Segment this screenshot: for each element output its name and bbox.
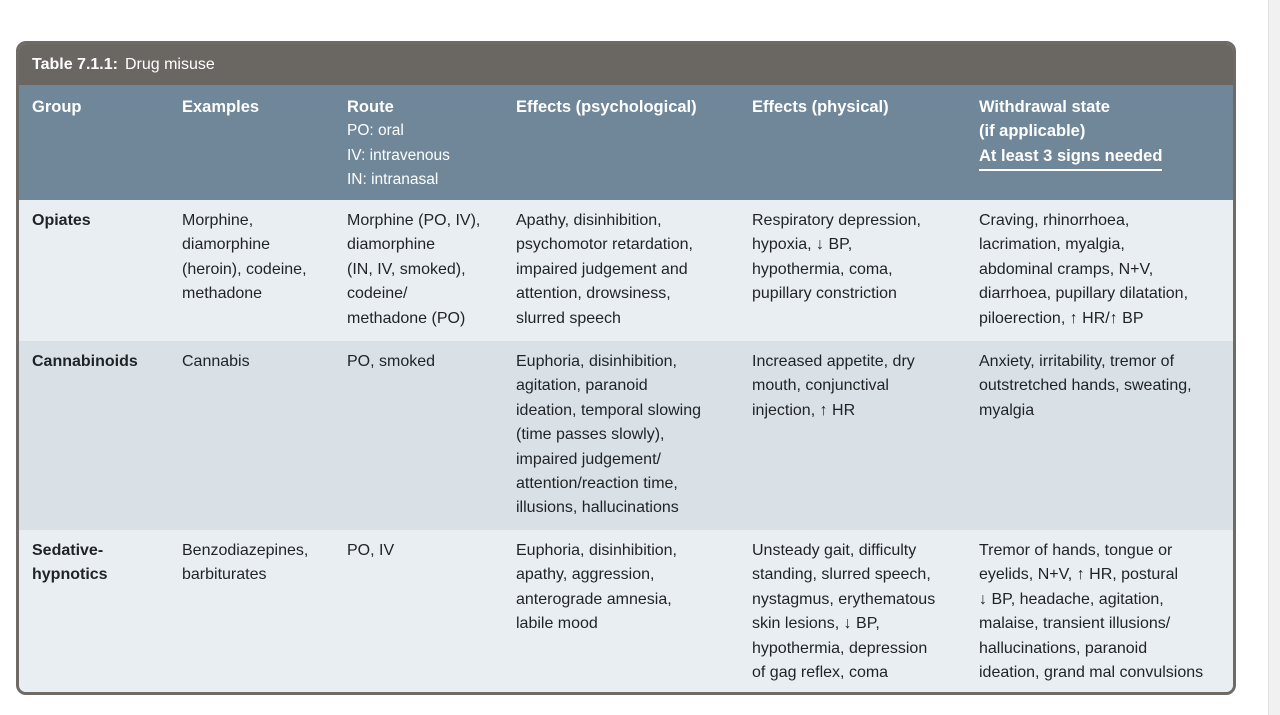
drug-misuse-table [16, 41, 1236, 695]
cell-effects-physical-line: injection, ↑ HR [752, 401, 856, 419]
cell-route [347, 539, 507, 563]
cell-effects-psychological [516, 350, 746, 521]
cell-route-line: codeine/ [347, 285, 408, 303]
cell-effects-physical-line: mouth, conjunctival [752, 377, 889, 395]
table-row [19, 341, 1233, 530]
cell-examples [182, 209, 332, 307]
cell-effects-psychological-line: Euphoria, disinhibition, [516, 542, 677, 559]
cell-withdrawal-line: Tremor of hands, tongue or [979, 542, 1173, 559]
cell-effects-psychological [516, 209, 746, 331]
cell-effects-physical-line: nystagmus, erythematous [752, 590, 936, 608]
cell-effects-physical [752, 539, 967, 685]
cell-route-line: diamorphine [347, 236, 436, 254]
route-note-po: PO: oral [347, 122, 404, 140]
page-edge-strip [1268, 0, 1280, 715]
cell-route-line: PO, smoked [347, 353, 436, 370]
cell-route-line: PO, IV [347, 542, 395, 559]
route-note-iv: IV: intravenous [347, 146, 450, 164]
cell-examples-line: (heroin), codeine, [182, 260, 307, 278]
cell-group-line: Sedative- [32, 542, 104, 559]
cell-effects-psychological-line: attention/reaction time, [516, 475, 678, 493]
cell-withdrawal-line: lacrimation, myalgia, [979, 236, 1125, 254]
cell-examples-line: barbiturates [182, 566, 267, 584]
cell-effects-physical-line: skin lesions, ↓ BP, [752, 615, 880, 633]
cell-effects-psychological-line: impaired judgement and [516, 260, 688, 278]
cell-effects-psychological-line: slurred speech [516, 309, 621, 327]
cell-group [32, 539, 172, 588]
cell-route [347, 209, 507, 331]
cell-effects-physical-line: hypothermia, coma, [752, 260, 893, 278]
cell-group-line: hypnotics [32, 566, 108, 584]
cell-withdrawal-line: ideation, grand mal convulsions [979, 664, 1204, 682]
cell-withdrawal-line: piloerection, ↑ HR/↑ BP [979, 309, 1144, 327]
cell-route [347, 350, 507, 374]
cell-effects-physical-line: Increased appetite, dry [752, 353, 915, 370]
cell-examples-line: methadone [182, 285, 263, 303]
cell-effects-psychological-line: impaired judgement/ [516, 450, 661, 468]
cell-effects-psychological-line: ideation, temporal slowing [516, 401, 701, 419]
header-route: Route PO: oral IV: intravenous IN: intranasal [347, 95, 507, 193]
header-effects-physical: Effects (physical) [752, 98, 889, 116]
cell-withdrawal-line: malaise, transient illusions/ [979, 615, 1171, 633]
withdrawal-note: (if applicable) [979, 122, 1086, 141]
cell-withdrawal-line: diarrhoea, pupillary dilatation, [979, 285, 1189, 303]
cell-withdrawal-line: Craving, rhinorrhoea, [979, 212, 1130, 229]
cell-withdrawal-line: abdominal cramps, N+V, [979, 260, 1154, 278]
cell-effects-psychological-line: attention, drowsiness, [516, 285, 671, 303]
cell-effects-physical-line: hypothermia, depression [752, 639, 928, 657]
withdrawal-rule: At least 3 signs needed [979, 144, 1162, 171]
cell-withdrawal-line: myalgia [979, 401, 1035, 419]
cell-effects-psychological-line: labile mood [516, 615, 598, 633]
cell-examples [182, 539, 332, 588]
header-group: Group [32, 98, 82, 116]
cell-effects-physical-line: of gag reflex, coma [752, 664, 889, 682]
table-title: Drug misuse [124, 55, 215, 73]
cell-effects-psychological [516, 539, 746, 637]
cell-effects-psychological-line: psychomotor retardation, [516, 236, 693, 254]
cell-withdrawal [979, 209, 1234, 331]
cell-effects-psychological-line: (time passes slowly), [516, 426, 665, 444]
cell-group-line: Cannabinoids [32, 353, 138, 370]
cell-examples-line: Cannabis [182, 353, 250, 370]
cell-effects-physical [752, 209, 967, 307]
cell-group [32, 209, 172, 233]
cell-group [32, 350, 172, 374]
table-header-row [19, 85, 1233, 200]
cell-examples [182, 350, 332, 374]
cell-effects-psychological-line: Euphoria, disinhibition, [516, 353, 677, 370]
cell-effects-psychological-line: Apathy, disinhibition, [516, 212, 662, 229]
cell-withdrawal [979, 350, 1234, 423]
cell-effects-physical-line: standing, slurred speech, [752, 566, 931, 584]
cell-effects-physical [752, 350, 967, 423]
cell-examples-line: Morphine, [182, 212, 254, 229]
table-number: Table 7.1.1: [32, 55, 118, 73]
header-withdrawal: Withdrawal state (if applicable) At least 3 signs needed [979, 95, 1234, 171]
cell-group-line: Opiates [32, 212, 91, 229]
cell-withdrawal-line: eyelids, N+V, ↑ HR, postural [979, 566, 1179, 584]
table-row [19, 200, 1233, 341]
cell-effects-physical-line: Unsteady gait, difficulty [752, 542, 917, 559]
cell-effects-psychological-line: illusions, hallucinations [516, 499, 679, 517]
cell-withdrawal [979, 539, 1234, 685]
cell-withdrawal-line: outstretched hands, sweating, [979, 377, 1192, 395]
cell-effects-physical-line: hypoxia, ↓ BP, [752, 236, 853, 254]
cell-withdrawal-line: Anxiety, irritability, tremor of [979, 353, 1175, 370]
cell-route-line: (IN, IV, smoked), [347, 260, 466, 278]
route-note-in: IN: intranasal [347, 171, 439, 189]
cell-examples-line: Benzodiazepines, [182, 542, 309, 559]
cell-effects-physical-line: Respiratory depression, [752, 212, 921, 229]
header-effects-psychological: Effects (psychological) [516, 98, 697, 116]
cell-examples-line: diamorphine [182, 236, 271, 254]
cell-route-line: methadone (PO) [347, 309, 466, 327]
table-title-bar [19, 44, 1233, 85]
header-examples: Examples [182, 98, 260, 116]
cell-withdrawal-line: ↓ BP, headache, agitation, [979, 590, 1164, 608]
cell-effects-psychological-line: agitation, paranoid [516, 377, 648, 395]
cell-effects-psychological-line: apathy, aggression, [516, 566, 655, 584]
cell-route-line: Morphine (PO, IV), [347, 212, 481, 229]
cell-withdrawal-line: hallucinations, paranoid [979, 639, 1148, 657]
cell-effects-psychological-line: anterograde amnesia, [516, 590, 672, 608]
table-row [19, 530, 1233, 695]
cell-effects-physical-line: pupillary constriction [752, 285, 897, 303]
